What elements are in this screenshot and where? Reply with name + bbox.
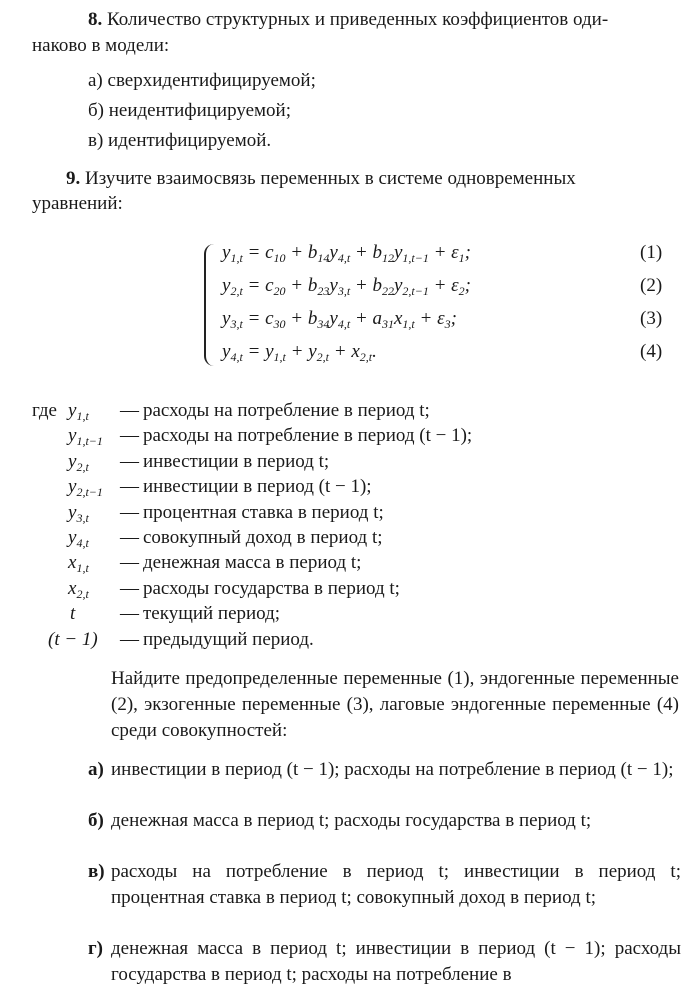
answer-label: г) <box>88 938 103 959</box>
equation-term: + b <box>350 242 382 263</box>
equation-subscript: 2,t <box>359 350 373 364</box>
legend-description: инвестиции в период t; <box>143 450 330 472</box>
equation-subscript: 2,t <box>316 350 329 364</box>
legend-dash: — <box>120 603 139 625</box>
equation-term: + x <box>329 341 360 362</box>
equation-term: y <box>393 242 403 263</box>
legend-description: процентная ставка в период t; <box>143 501 384 523</box>
legend-dash: — <box>120 552 139 574</box>
q8-option-a: а) сверхидентифицируемой; <box>88 70 316 91</box>
equation-term: + b <box>285 242 318 263</box>
equation-subscript: 4,t <box>337 317 351 331</box>
legend-symbol <box>68 525 89 551</box>
legend-row <box>0 423 700 447</box>
q8-line1 <box>88 7 608 33</box>
legend-symbol <box>68 423 103 449</box>
legend-symbol-subscript: 1,t <box>76 561 89 576</box>
equation-term: . <box>372 341 377 362</box>
equation-term: ; <box>450 308 457 329</box>
equation-term: + ε <box>414 308 445 329</box>
q9-text-line2: уравнений: <box>32 193 123 214</box>
equation-subscript: 1,t <box>230 251 243 265</box>
equation-term: x <box>393 308 403 329</box>
legend-symbol-subscript: 2,t <box>76 586 89 601</box>
legend-symbol-subscript: 2,t <box>76 459 89 474</box>
equation-term: = c <box>242 275 274 296</box>
equation-subscript: 23 <box>317 284 330 298</box>
legend-symbol-base: y <box>68 501 77 523</box>
legend-row <box>0 576 700 600</box>
legend-symbol <box>68 449 89 475</box>
q8-number: 8. <box>88 9 103 30</box>
legend-symbol-subscript: 2,t−1 <box>76 485 103 500</box>
legend-dash: — <box>120 501 139 523</box>
equation-subscript: 34 <box>317 317 330 331</box>
legend-symbol <box>68 500 89 526</box>
legend-symbol-base: y <box>68 425 77 447</box>
legend-description: расходы на потребление в период t; <box>143 400 430 421</box>
legend-description: текущий период; <box>143 603 281 625</box>
equation-subscript: 2 <box>458 284 465 298</box>
equation-subscript: 14 <box>317 251 330 265</box>
equation-subscript: 3,t <box>337 284 351 298</box>
equation-term: y <box>329 242 338 263</box>
legend-row <box>0 474 700 498</box>
legend-symbol-subscript: 4,t <box>76 536 89 550</box>
legend-description: расходы государства в период t; <box>143 577 400 599</box>
legend-description: совокупный доход в период t; <box>143 527 383 548</box>
equation-4 <box>222 339 377 365</box>
equation-subscript: 1,t <box>402 317 415 331</box>
equation-subscript: 2,t−1 <box>402 284 429 298</box>
q9-text-line1: Изучите взаимосвязь переменных в системе одновременных <box>85 168 576 189</box>
legend-row <box>0 601 700 625</box>
equation-subscript: 3,t <box>230 317 243 331</box>
answer-text: инвестиции в период (t − 1); расходы на потребление в период (t − 1); <box>111 759 674 780</box>
q9-number: 9. <box>66 168 81 189</box>
answer-text: денежная масса в период t; инвестиции в период (t − 1); расходы государства в период t; расходы на потребление в <box>111 938 681 985</box>
equation-system-brace <box>204 244 220 366</box>
legend-row <box>0 500 700 524</box>
equation-number: (2) <box>640 275 663 296</box>
legend-row <box>0 449 700 473</box>
equation-subscript: 1,t <box>273 350 286 364</box>
equation-subscript: 2,t <box>230 284 243 298</box>
legend-symbol-subscript: 1,t−1 <box>76 434 103 449</box>
legend-symbol-subscript: 1,t <box>76 409 89 423</box>
equation-1 <box>222 240 471 266</box>
legend-dash: — <box>120 577 139 599</box>
legend-row <box>0 525 700 549</box>
equation-term: y <box>393 275 403 296</box>
legend-symbol-base: y <box>68 476 77 498</box>
legend-dash: — <box>120 628 139 650</box>
answer-label: в) <box>88 861 105 882</box>
legend-symbol-base: y <box>68 400 77 421</box>
equation-term: + b <box>285 275 318 296</box>
equation-term: + b <box>285 308 318 329</box>
q8-text-line1: Количество структурных и приведенных коэффициентов оди- <box>107 9 609 30</box>
legend-symbol-base: t <box>70 603 76 625</box>
legend-where: где <box>32 400 57 421</box>
equation-term: + ε <box>428 275 459 296</box>
equation-subscript: 1 <box>458 251 465 265</box>
q8-option-c: в) идентифицируемой. <box>88 130 272 151</box>
legend-symbol-base: x <box>68 577 77 599</box>
legend-symbol <box>68 474 103 500</box>
equation-term: y <box>222 275 231 296</box>
equation-subscript: 30 <box>273 317 286 331</box>
equation-subscript: 20 <box>273 284 286 298</box>
equation-term: y <box>222 308 231 329</box>
equation-term: = c <box>242 308 274 329</box>
legend-dash: — <box>120 400 139 421</box>
legend-symbol-base: y <box>68 450 77 472</box>
equation-number: (3) <box>640 308 663 329</box>
equation-term: ; <box>464 242 471 263</box>
legend-symbol <box>68 576 89 602</box>
equation-term: y <box>329 308 338 329</box>
equation-subscript: 22 <box>381 284 394 298</box>
equation-subscript: 4,t <box>230 350 243 364</box>
q9-line1 <box>66 166 576 192</box>
answer-text: расходы на потребление в период t; инвестиции в период t; процентная ставка в период t; совокупный доход в период t; <box>111 861 681 908</box>
answer-text: денежная масса в период t; расходы государства в период t; <box>111 810 592 831</box>
legend-description: инвестиции в период (t − 1); <box>143 476 372 498</box>
legend-symbol-subscript: 3,t <box>76 510 89 525</box>
equation-number: (4) <box>640 341 663 362</box>
legend-symbol-base: x <box>68 552 77 574</box>
q8-option-b: б) неидентифицируемой; <box>88 100 291 121</box>
q8-text-line2: наково в модели: <box>32 35 170 56</box>
equation-subscript: 12 <box>381 251 394 265</box>
equation-term: y <box>329 275 338 296</box>
answer-label: б) <box>88 810 104 831</box>
answer-label: а) <box>88 759 104 780</box>
legend-dash: — <box>120 450 139 472</box>
legend-symbol <box>68 398 89 424</box>
legend-row <box>0 550 700 574</box>
legend-dash: — <box>120 476 139 498</box>
legend-row <box>0 627 700 651</box>
legend-description: денежная масса в период t; <box>143 552 362 574</box>
legend-row <box>0 398 700 422</box>
legend-symbol <box>48 627 98 653</box>
equation-subscript: 4,t <box>337 251 351 265</box>
legend-symbol-base: (t − 1) <box>48 628 98 650</box>
equation-term: + b <box>350 275 382 296</box>
equation-term: ; <box>464 275 471 296</box>
equation-subscript: 3 <box>444 317 451 331</box>
equation-term: + y <box>285 341 317 362</box>
equation-number: (1) <box>640 242 663 263</box>
equation-term: = y <box>242 341 274 362</box>
legend-symbol <box>68 550 89 576</box>
equation-2 <box>222 273 471 299</box>
legend-dash: — <box>120 527 139 548</box>
equation-term: + ε <box>428 242 459 263</box>
equation-subscript: 31 <box>381 317 394 331</box>
equation-term: y <box>222 341 231 362</box>
legend-description: предыдущий период. <box>143 628 314 650</box>
legend-symbol <box>70 601 75 627</box>
legend-dash: — <box>120 425 139 447</box>
equation-3 <box>222 306 457 332</box>
q9-task: Найдите предопределенные переменные (1), эндогенные переменные (2), экзогенные переменные (3), лаговые эндогенные переменные (4) среди совокупностей: <box>111 668 679 741</box>
equation-term: y <box>222 242 231 263</box>
equation-term: = c <box>242 242 274 263</box>
equation-subscript: 1,t−1 <box>402 251 429 265</box>
equation-subscript: 10 <box>273 251 286 265</box>
equation-term: + a <box>350 308 382 329</box>
legend-symbol-base: y <box>68 527 77 548</box>
legend-description: расходы на потребление в период (t − 1); <box>143 425 473 447</box>
